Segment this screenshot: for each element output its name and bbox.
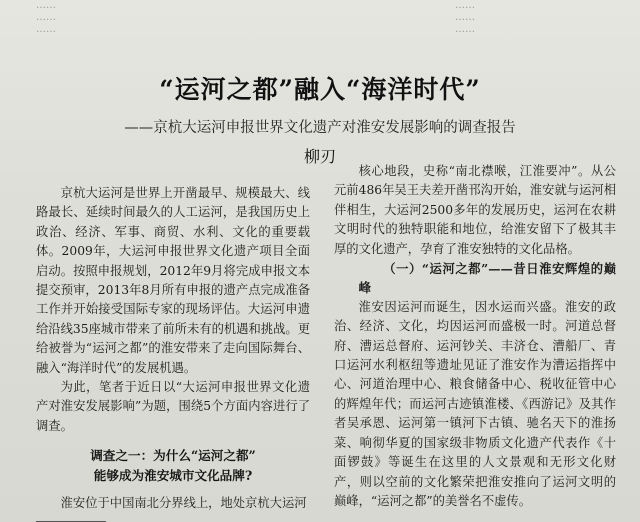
right-column xyxy=(334,162,616,511)
sub-heading: （一）“运河之都”——昔日淮安辉煌的巅峰 xyxy=(358,261,616,296)
bleed-through-text-left xyxy=(36,0,286,34)
paragraph: 核心地段，史称“南北襟喉，江淮要冲”。从公元前486年吴王夫差开凿邗沟开始，淮安就与运河相伴相生，大运河2500多年的发展历史，运河在农耕文明时代的独特职能和地位，给淮安留下了极其丰厚的文化遗产，孕育了淮安独特的文化品格。 xyxy=(334,164,616,256)
section-heading xyxy=(36,446,310,486)
article-title: “运河之都”融入“海洋时代” xyxy=(159,75,481,104)
paragraph: 京杭大运河是世界上开凿最早、规模最大、线路最长、延续时间最久的人工运河，是我国历史上政治、经济、军事、商贸、水利、文化的重要载体。2009年，大运河申报世界文化遗产项目全面启动。按照申报规划，2012年9月将完成申报文本提交预审，2013年8月所有申报的遗产点完成准备工作并开始接受国际专家的现场评估。大运河申遗给沿线35座城市带来了前所未有的机遇和挑战。更给被誉为“运河之都”的淮安带来了走向国际舞台、融入“海洋时代”的发展机遇。 xyxy=(36,186,310,375)
bleed-line: …… xyxy=(36,24,56,34)
left-column xyxy=(36,184,310,514)
section-heading-line: 能够成为淮安城市文化品牌? xyxy=(93,468,253,484)
paragraph: 淮安因运河而诞生，因水运而兴盛。淮安的政治、经济、文化，均因运河而盛极一时。河道总督府、漕运总督府、运河钞关、丰济仓、漕船厂、青口运河水利枢纽等遗址见证了淮安作为漕运指挥中心、河道治理中心、粮食储备中心、税收征管中心的辉煌年代；而运河古迹镇淮楼、《西游记》及其作者吴承恩、运河第一镇河下古镇、驰名天下的淮扬菜、响彻华夏的国家级非物质文化遗产代表作《十面锣鼓》等诞生在这里的人文景观和无形文化财产，则以空前的文化繁荣把淮安推向了运河文明的巅峰，“运河之都”的美誉名不虚传。 xyxy=(334,299,616,508)
bleed-line: …… xyxy=(36,0,56,11)
section-heading-line: 调查之一：为什么“运河之都” xyxy=(90,448,256,464)
bleed-through-text-right xyxy=(455,0,635,34)
paragraph: 淮安位于中国南北分界线上，地处京杭大运河 xyxy=(60,496,307,511)
author-name: 柳刃 xyxy=(303,147,336,166)
article-subtitle: ——京杭大运河申报世界文化遗产对淮安发展影响的调查报告 xyxy=(124,120,516,136)
paragraph: 为此，笔者于近日以“大运河申报世界文化遗产对淮安发展影响”为题，围绕5个方面内容进行了调查。 xyxy=(36,380,310,433)
bleed-line: …… xyxy=(455,0,475,11)
bleed-line: …… xyxy=(36,12,56,23)
bleed-line: …… xyxy=(455,24,475,34)
bleed-line: …… xyxy=(455,12,475,23)
